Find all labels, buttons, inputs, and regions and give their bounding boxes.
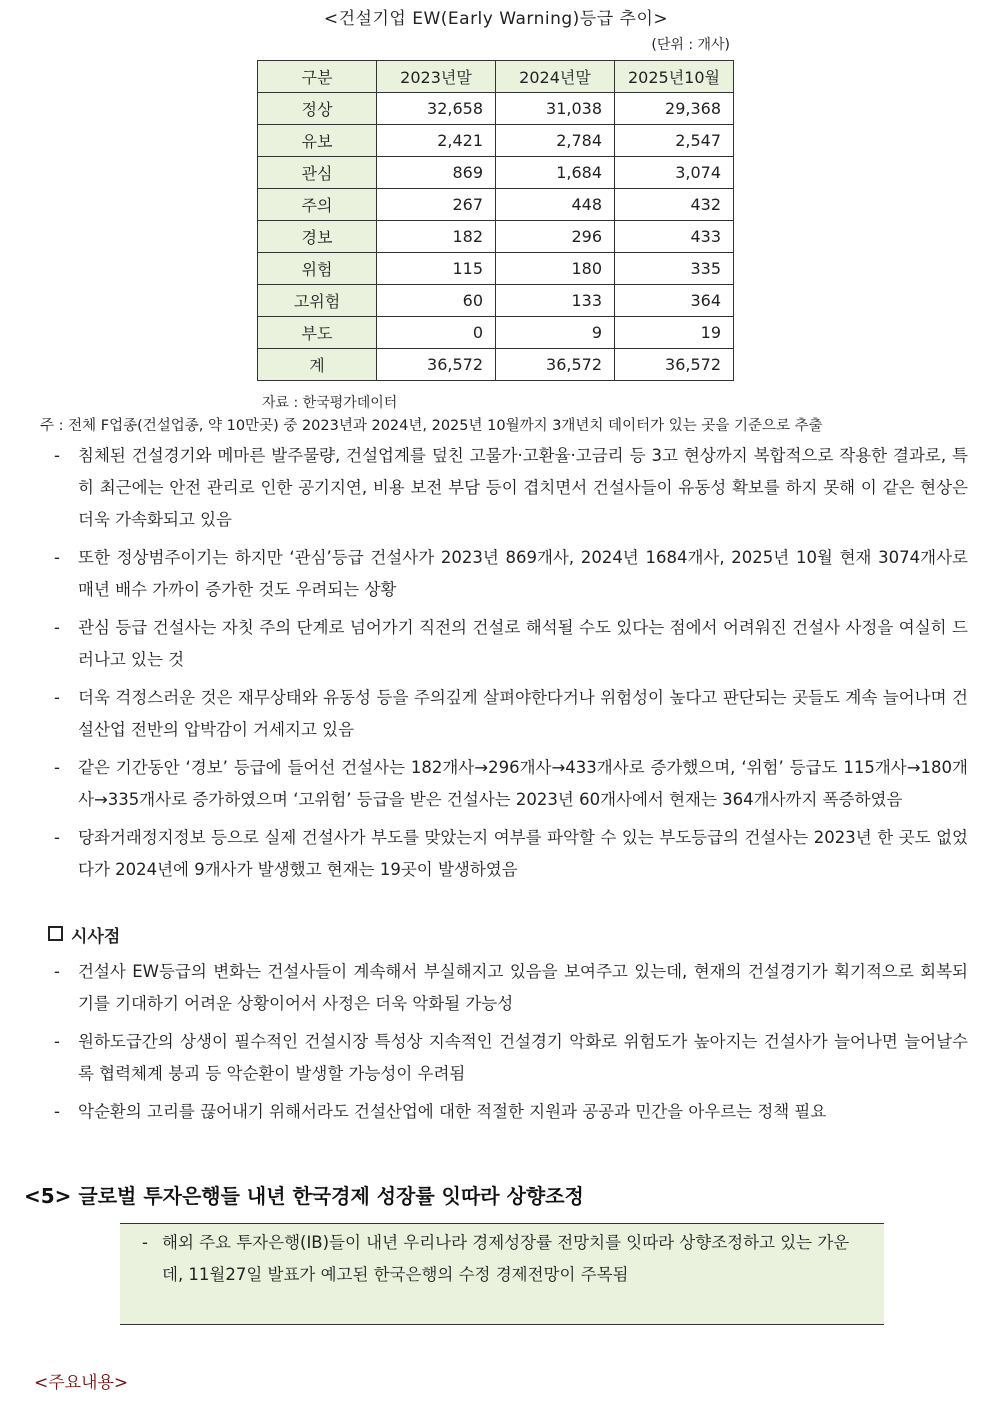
source-label: 자료 : 한국평가데이터 <box>262 395 398 411</box>
dash-marker: - <box>54 962 60 981</box>
cell-value: 133 <box>496 285 615 317</box>
cell-value: 115 <box>377 253 496 285</box>
footnote: 주 : 전체 F업종(건설업종, 약 10만곳) 중 2023년과 2024년, 2025년 10월까지 3개년치 데이터가 있는 곳을 기준으로 추출 <box>40 418 823 434</box>
bullet-text: 더욱 걱정스러운 것은 재무상태와 유동성 등을 주의깊게 살펴야한다거나 위험성이 높다고 판단되는 곳들도 계속 늘어나며 건설산업 전반의 압박감이 거세지고 있음 <box>78 688 968 739</box>
cell-value: 2,547 <box>615 125 734 157</box>
bullet-text: 또한 정상범주이기는 하지만 ‘관심’등급 건설사가 2023년 869개사, 2024년 1684개사, 2025년 10월 현재 3074개사로 매년 배수 가까이 증가한 것도 우려되는 상황 <box>78 548 968 599</box>
cell-value: 3,074 <box>615 157 734 189</box>
bullet-text: 원하도급간의 상생이 필수적인 건설시장 특성상 지속적인 건설경기 악화로 위험도가 높아지는 건설사가 늘어나면 늘어날수록 협력체계 붕괴 등 악순환이 발생할 가능성이 우려됨 <box>78 1032 968 1083</box>
dash-marker: - <box>54 758 60 777</box>
cell-value: 296 <box>496 221 615 253</box>
row-label: 정상 <box>258 93 377 125</box>
dash-marker: - <box>54 828 60 847</box>
table-header-row <box>258 61 734 93</box>
dash-marker: - <box>54 688 60 707</box>
table-title: <건설기업 EW(Early Warning)등급 추이> <box>323 9 669 29</box>
cell-value: 60 <box>377 285 496 317</box>
section-5-summary-text: 해외 주요 투자은행(IB)들이 내년 우리나라 경제성장률 전망치를 잇따라 상향조정하고 있는 가운데, 11월27일 발표가 예고된 한국은행의 수정 경제전망이 주목됨 <box>162 1233 850 1284</box>
header-2025: 2025년10월 <box>615 61 734 93</box>
list-item <box>52 1026 968 1090</box>
main-content-label: <주요내용> <box>34 1373 129 1393</box>
table-row <box>258 317 734 349</box>
cell-value: 36,572 <box>377 349 496 381</box>
implications-heading-text: 시사점 <box>71 927 121 947</box>
table-row <box>258 125 734 157</box>
cell-value: 36,572 <box>496 349 615 381</box>
cell-value: 1,684 <box>496 157 615 189</box>
dash-marker: - <box>54 1032 60 1051</box>
row-label: 경보 <box>258 221 377 253</box>
dash-marker: - <box>54 1102 60 1121</box>
cell-value: 267 <box>377 189 496 221</box>
cell-value: 364 <box>615 285 734 317</box>
implications-heading <box>48 922 120 947</box>
cell-value: 31,038 <box>496 93 615 125</box>
bullet-text: 당좌거래정지정보 등으로 실제 건설사가 부도를 맞았는지 여부를 파악할 수 있는 부도등급의 건설사는 2023년 한 곳도 없었다가 2024년에 9개사가 발생했고 현재는 19곳이 발생하였음 <box>78 828 968 879</box>
cell-value: 182 <box>377 221 496 253</box>
cell-value: 433 <box>615 221 734 253</box>
dash-marker: - <box>54 446 60 465</box>
table-row <box>258 189 734 221</box>
dash-marker: - <box>54 618 60 637</box>
dash-marker: - <box>142 1233 148 1252</box>
list-item <box>52 1096 968 1128</box>
table-row <box>258 93 734 125</box>
row-label: 위험 <box>258 253 377 285</box>
section-5-summary-box <box>120 1223 884 1325</box>
list-item <box>52 956 968 1020</box>
cell-value: 29,368 <box>615 93 734 125</box>
table-row <box>258 253 734 285</box>
row-label: 유보 <box>258 125 377 157</box>
cell-value: 19 <box>615 317 734 349</box>
dash-marker: - <box>54 548 60 567</box>
row-label: 계 <box>258 349 377 381</box>
table-row <box>258 157 734 189</box>
section-5-heading: <5> 글로벌 투자은행들 내년 한국경제 성장률 잇따라 상향조정 <box>24 1184 584 1208</box>
analysis-bullets <box>52 440 968 892</box>
cell-value: 335 <box>615 253 734 285</box>
bullet-text: 악순환의 고리를 끊어내기 위해서라도 건설산업에 대한 적절한 지원과 공공과 민간을 아우르는 정책 필요 <box>78 1102 827 1121</box>
row-label: 고위험 <box>258 285 377 317</box>
header-category: 구분 <box>258 61 377 93</box>
cell-value: 0 <box>377 317 496 349</box>
ew-grade-table <box>257 60 734 381</box>
cell-value: 448 <box>496 189 615 221</box>
table-row <box>258 285 734 317</box>
row-label: 부도 <box>258 317 377 349</box>
bullet-text: 같은 기간동안 ‘경보’ 등급에 들어선 건설사는 182개사→296개사→433개사로 증가했으며, ‘위험’ 등급도 115개사→180개사→335개사로 증가하였으며 ‘고위험’ 등급을 받은 건설사는 2023년 60개사에서 현재는 364개사까지 폭증하였음 <box>78 758 968 809</box>
checkbox-square-icon <box>48 926 63 941</box>
list-item <box>52 822 968 886</box>
list-item <box>52 440 968 536</box>
cell-value: 9 <box>496 317 615 349</box>
list-item <box>52 542 968 606</box>
bullet-text: 침체된 건설경기와 메마른 발주물량, 건설업계를 덮친 고물가·고환율·고금리 등 3고 현상까지 복합적으로 작용한 결과로, 특히 최근에는 안전 관리로 인한 공기지연, 비용 보전 부담 등이 겹치면서 건설사들이 유동성 확보를 하지 못해 이 같은 현상은 더욱 가속화되고 있음 <box>78 446 968 529</box>
row-label: 관심 <box>258 157 377 189</box>
cell-value: 32,658 <box>377 93 496 125</box>
cell-value: 180 <box>496 253 615 285</box>
cell-value: 2,784 <box>496 125 615 157</box>
implications-bullets <box>52 956 968 1134</box>
row-label: 주의 <box>258 189 377 221</box>
list-item <box>52 612 968 676</box>
header-2024: 2024년말 <box>496 61 615 93</box>
unit-label: (단위 : 개사) <box>651 37 730 53</box>
table-total-row <box>258 349 734 381</box>
table-row <box>258 221 734 253</box>
cell-value: 36,572 <box>615 349 734 381</box>
list-item <box>52 682 968 746</box>
cell-value: 869 <box>377 157 496 189</box>
header-2023: 2023년말 <box>377 61 496 93</box>
bullet-text: 관심 등급 건설사는 자칫 주의 단계로 넘어가기 직전의 건설로 해석될 수도 있다는 점에서 어려워진 건설사 사정을 여실히 드러나고 있는 것 <box>78 618 968 669</box>
cell-value: 432 <box>615 189 734 221</box>
cell-value: 2,421 <box>377 125 496 157</box>
bullet-text: 건설사 EW등급의 변화는 건설사들이 계속해서 부실해지고 있음을 보여주고 있는데, 현재의 건설경기가 획기적으로 회복되기를 기대하기 어려운 상황이어서 사정은 더욱 악화될 가능성 <box>78 962 968 1013</box>
list-item <box>52 752 968 816</box>
